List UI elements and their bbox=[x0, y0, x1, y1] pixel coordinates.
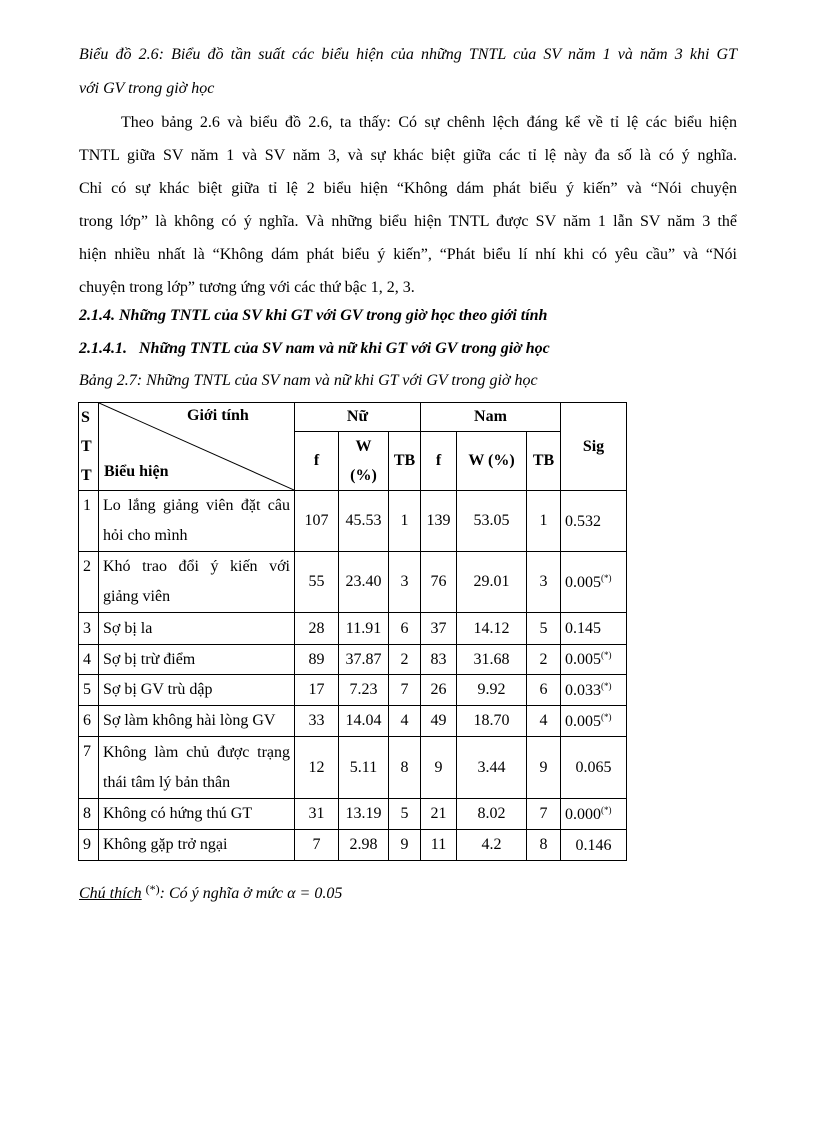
row-tb-nu: 6 bbox=[389, 613, 421, 645]
paragraph-line-3: Chỉ có sự khác biệt giữa tỉ lệ 2 biểu hiện “Không dám phát biểu ý kiến” và “Nói chuyện bbox=[79, 180, 737, 197]
row-sig bbox=[561, 737, 627, 799]
row-w-nu: 7.23 bbox=[339, 675, 389, 706]
paragraph-line-2: TNTL giữa SV năm 1 và SV năm 3, và sự khác biệt giữa các tỉ lệ này đa số là có ý nghĩa. bbox=[79, 147, 737, 164]
row-f-nam: 49 bbox=[421, 706, 457, 737]
row-tb-nam: 2 bbox=[527, 645, 561, 675]
row-stt: 7 bbox=[79, 737, 99, 799]
sig-value: 0.005 bbox=[565, 573, 601, 591]
sig-value: 0.005 bbox=[565, 712, 601, 730]
row-label: Khó trao đổi ý kiến với giảng viên bbox=[99, 552, 295, 613]
row-f-nu: 55 bbox=[295, 552, 339, 613]
paragraph-line-6: chuyện trong lớp” tương ứng với các thứ bậc 1, 2, 3. bbox=[79, 279, 415, 296]
row-w-nam: 9.92 bbox=[457, 675, 527, 706]
row-f-nu: 12 bbox=[295, 737, 339, 799]
row-w-nu: 13.19 bbox=[339, 799, 389, 830]
row-tb-nu: 9 bbox=[389, 830, 421, 861]
row-w-nam: 29.01 bbox=[457, 552, 527, 613]
stt-header bbox=[79, 403, 99, 491]
row-label: Không làm chủ được trạng thái tâm lý bản thân bbox=[99, 737, 295, 799]
row-tb-nu: 8 bbox=[389, 737, 421, 799]
row-f-nu: 33 bbox=[295, 706, 339, 737]
table-row bbox=[79, 830, 627, 861]
row-tb-nam: 3 bbox=[527, 552, 561, 613]
row-w-nu: 5.11 bbox=[339, 737, 389, 799]
sig-value: 0.000 bbox=[565, 805, 601, 823]
nu-header: Nữ bbox=[295, 403, 421, 432]
row-w-nam: 53.05 bbox=[457, 491, 527, 552]
footnote-marker: (*) bbox=[145, 882, 160, 896]
row-w-nam: 4.2 bbox=[457, 830, 527, 861]
row-tb-nu: 7 bbox=[389, 675, 421, 706]
row-tb-nu: 2 bbox=[389, 645, 421, 675]
row-label: Sợ bị GV trù dập bbox=[99, 675, 295, 706]
paragraph-line-1: Theo bảng 2.6 và biểu đồ 2.6, ta thấy: Có sự chênh lệch đáng kể về tỉ lệ các biểu hiện bbox=[121, 114, 737, 131]
row-f-nam: 26 bbox=[421, 675, 457, 706]
row-label: Sợ bị trừ điểm bbox=[99, 645, 295, 675]
gioi-tinh-label: Giới tính bbox=[187, 407, 249, 424]
row-stt: 2 bbox=[79, 552, 99, 613]
row-stt: 4 bbox=[79, 645, 99, 675]
row-f-nam: 37 bbox=[421, 613, 457, 645]
w-nu-bottom: (%) bbox=[350, 467, 377, 484]
sig-value: 0.005 bbox=[565, 651, 601, 668]
sig-value: 0.532 bbox=[565, 512, 601, 530]
row-label: Lo lắng giảng viên đặt câu hỏi cho mình bbox=[99, 491, 295, 552]
stt-letter-s: S bbox=[81, 409, 90, 426]
row-f-nu: 17 bbox=[295, 675, 339, 706]
row-label: Không gặp trở ngại bbox=[99, 830, 295, 861]
stt-letter-t2: T bbox=[81, 467, 92, 484]
row-stt: 9 bbox=[79, 830, 99, 861]
bieu-hien-label: Biểu hiện bbox=[104, 463, 169, 480]
row-w-nam: 31.68 bbox=[457, 645, 527, 675]
paragraph-line-4: trong lớp” là không có ý nghĩa. Và những biểu hiện TNTL được SV năm 1 lẫn SV năm 3 thể bbox=[79, 213, 737, 230]
table-row bbox=[79, 552, 627, 613]
row-sig bbox=[561, 799, 627, 830]
paragraph-line-5: hiện nhiều nhất là “Không dám phát biểu ý kiến”, “Phát biểu lí nhí khi có yêu cầu” và “Nói bbox=[79, 246, 737, 263]
row-tb-nu: 1 bbox=[389, 491, 421, 552]
row-tb-nam: 5 bbox=[527, 613, 561, 645]
row-stt: 3 bbox=[79, 613, 99, 645]
row-sig bbox=[561, 491, 627, 552]
row-w-nam: 3.44 bbox=[457, 737, 527, 799]
footnote bbox=[79, 882, 342, 903]
row-tb-nam: 6 bbox=[527, 675, 561, 706]
table-row bbox=[79, 799, 627, 830]
row-stt: 1 bbox=[79, 491, 99, 552]
subsection-heading: 2.1.4.1. Những TNTL của SV nam và nữ khi GT với GV trong giờ học bbox=[79, 340, 550, 357]
sig-value: 0.146 bbox=[575, 836, 612, 854]
chart-caption-line-1: Biểu đồ 2.6: Biểu đồ tần suất các biểu hiện của những TNTL của SV năm 1 và năm 3 khi GT bbox=[79, 46, 737, 63]
chart-caption-line-2: với GV trong giờ học bbox=[79, 80, 215, 97]
table-row bbox=[79, 706, 627, 737]
row-w-nu: 23.40 bbox=[339, 552, 389, 613]
row-f-nam: 139 bbox=[421, 491, 457, 552]
sig-marker: (*) bbox=[601, 572, 612, 583]
sig-marker: (*) bbox=[601, 650, 612, 660]
table-row bbox=[79, 613, 627, 645]
row-stt: 6 bbox=[79, 706, 99, 737]
section-heading: 2.1.4. Những TNTL của SV khi GT với GV trong giờ học theo giới tính bbox=[79, 307, 548, 324]
row-stt: 5 bbox=[79, 675, 99, 706]
sig-marker: (*) bbox=[601, 711, 612, 722]
row-tb-nu: 5 bbox=[389, 799, 421, 830]
f-nu-header: f bbox=[295, 432, 339, 491]
stt-letter-t1: T bbox=[81, 438, 92, 455]
row-label: Không có hứng thú GT bbox=[99, 799, 295, 830]
row-sig bbox=[561, 645, 627, 675]
diagonal-header-cell bbox=[99, 403, 295, 491]
row-f-nam: 21 bbox=[421, 799, 457, 830]
row-tb-nam: 8 bbox=[527, 830, 561, 861]
row-w-nam: 18.70 bbox=[457, 706, 527, 737]
row-f-nu: 89 bbox=[295, 645, 339, 675]
row-tb-nam: 1 bbox=[527, 491, 561, 552]
row-sig bbox=[561, 706, 627, 737]
row-tb-nam: 4 bbox=[527, 706, 561, 737]
sig-marker: (*) bbox=[601, 680, 612, 691]
table-row bbox=[79, 675, 627, 706]
table-row bbox=[79, 645, 627, 675]
footnote-text: : Có ý nghĩa ở mức α = 0.05 bbox=[159, 885, 343, 902]
row-sig bbox=[561, 613, 627, 645]
table-row bbox=[79, 737, 627, 799]
f-nam-header: f bbox=[421, 432, 457, 491]
row-f-nam: 83 bbox=[421, 645, 457, 675]
row-tb-nam: 9 bbox=[527, 737, 561, 799]
row-w-nu: 45.53 bbox=[339, 491, 389, 552]
table-caption: Bảng 2.7: Những TNTL của SV nam và nữ khi GT với GV trong giờ học bbox=[79, 372, 538, 389]
row-f-nu: 28 bbox=[295, 613, 339, 645]
row-sig bbox=[561, 552, 627, 613]
row-sig bbox=[561, 675, 627, 706]
sig-value: 0.145 bbox=[565, 620, 601, 637]
row-w-nu: 37.87 bbox=[339, 645, 389, 675]
footnote-label: Chú thích bbox=[79, 885, 142, 902]
row-f-nam: 76 bbox=[421, 552, 457, 613]
w-nu-top: W bbox=[355, 438, 372, 455]
data-table bbox=[78, 402, 627, 861]
w-nam-header: W (%) bbox=[457, 432, 527, 491]
row-w-nam: 8.02 bbox=[457, 799, 527, 830]
row-f-nu: 107 bbox=[295, 491, 339, 552]
row-f-nu: 7 bbox=[295, 830, 339, 861]
row-tb-nam: 7 bbox=[527, 799, 561, 830]
row-w-nam: 14.12 bbox=[457, 613, 527, 645]
sig-header: Sig bbox=[561, 403, 627, 491]
sig-marker: (*) bbox=[601, 804, 612, 815]
tb-nu-header: TB bbox=[389, 432, 421, 491]
row-tb-nu: 3 bbox=[389, 552, 421, 613]
row-w-nu: 2.98 bbox=[339, 830, 389, 861]
row-f-nu: 31 bbox=[295, 799, 339, 830]
row-w-nu: 11.91 bbox=[339, 613, 389, 645]
row-f-nam: 11 bbox=[421, 830, 457, 861]
table-row bbox=[79, 491, 627, 552]
row-stt: 8 bbox=[79, 799, 99, 830]
nam-header: Nam bbox=[421, 403, 561, 432]
tb-nam-header: TB bbox=[527, 432, 561, 491]
row-tb-nu: 4 bbox=[389, 706, 421, 737]
row-w-nu: 14.04 bbox=[339, 706, 389, 737]
row-f-nam: 9 bbox=[421, 737, 457, 799]
sig-value: 0.065 bbox=[575, 759, 612, 776]
row-sig bbox=[561, 830, 627, 861]
header-row-1 bbox=[79, 403, 627, 432]
row-label: Sợ làm không hài lòng GV bbox=[99, 706, 295, 737]
row-label: Sợ bị la bbox=[99, 613, 295, 645]
w-nu-header bbox=[339, 432, 389, 491]
sig-value: 0.033 bbox=[565, 681, 601, 699]
